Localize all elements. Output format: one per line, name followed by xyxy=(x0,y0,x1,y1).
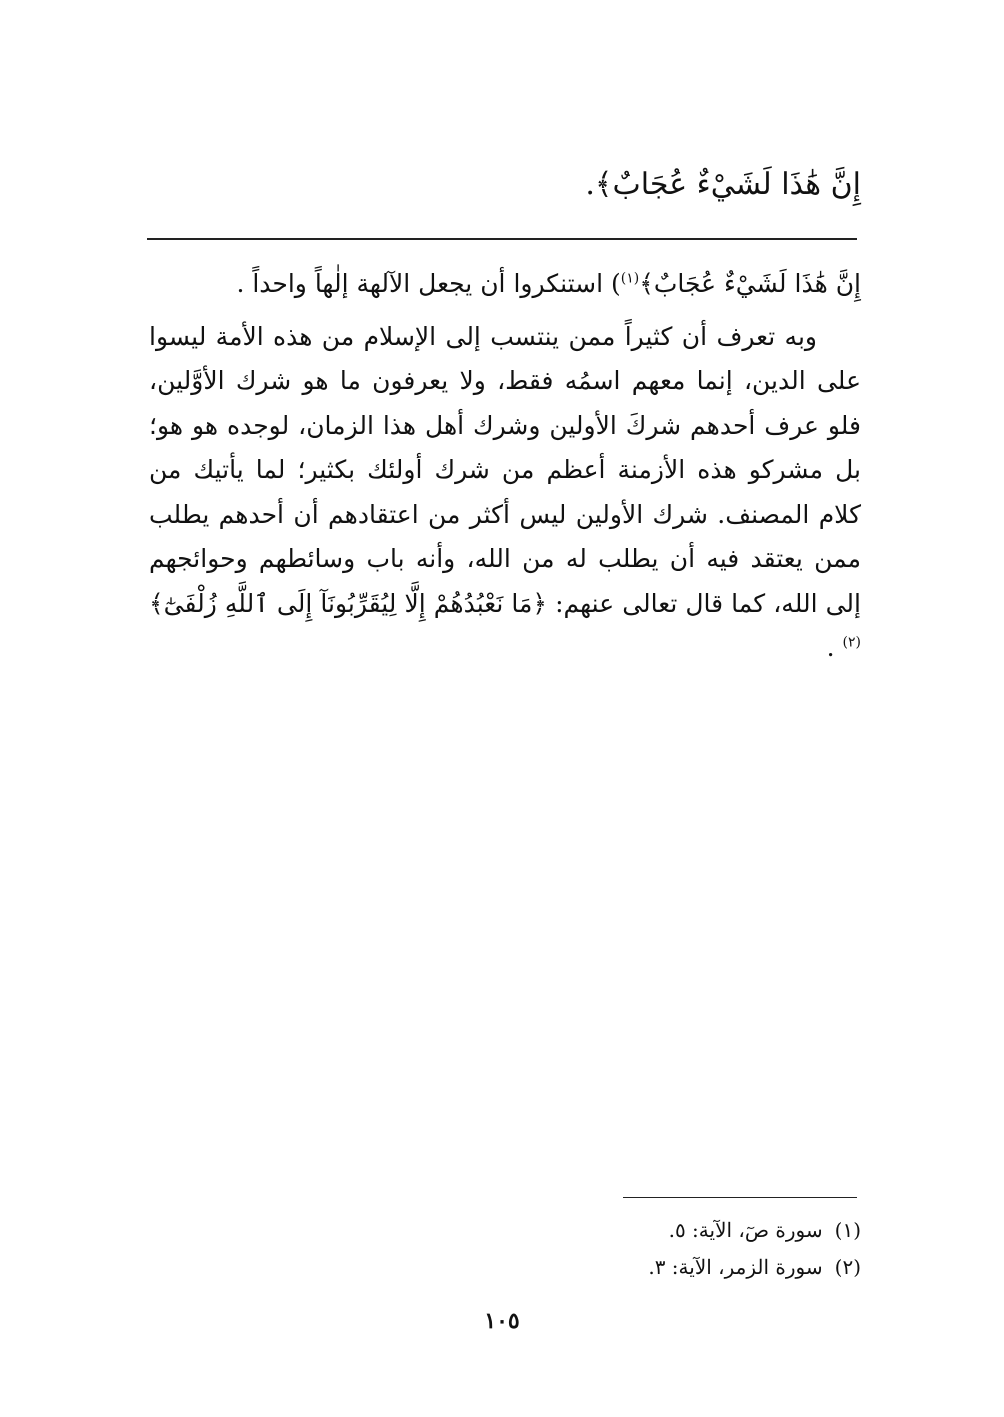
page-number: ١٠٥ xyxy=(484,1308,520,1334)
paragraph-2-text: وبه تعرف أن كثيراً ممن ينتسب إلى الإسلام من هذه الأمة ليسوا على الدين، إنما معهم اسمُه فقط، ولا يعرفون ما هو شرك الأوَّلين، فلو عرف أحدهم شركَ الأولين وشرك أهل هذا الزمان، لوجده هو هو؛ بل مشركو هذه الأزمنة أعظم من شرك أولئك بكثير؛ لما يأتيك من كلام المصنف. شرك الأولين ليس أكثر من اعتقادهم أن أحدهم يطلب ممن يعتقد فيه أن يطلب له من الله، وأنه باب وسائطهم وحوائجهم إلى الله، كما قال تعالى عنهم: xyxy=(149,321,861,618)
footnote-number: (١) xyxy=(834,1218,861,1242)
footnote-ref-1: (١) xyxy=(620,270,640,287)
footnote-divider xyxy=(623,1197,857,1198)
footnote-2 xyxy=(461,1249,861,1286)
paragraph-1-text: ) استنكروا أن يجعل الآلهة إلٰهاً واحداً . xyxy=(236,269,621,298)
footnote-number: (٢) xyxy=(834,1255,861,1279)
paragraph-1 xyxy=(149,262,861,307)
body-text xyxy=(149,262,861,679)
section-divider xyxy=(147,238,857,240)
verse-text: إِنَّ هَٰذَا لَشَيْءٌ عُجَابٌ﴾. xyxy=(585,167,861,202)
footnotes xyxy=(461,1212,861,1286)
paragraph-2 xyxy=(149,315,861,671)
paragraph-2-end: . xyxy=(826,633,843,662)
continued-verse xyxy=(141,160,861,210)
footnote-text: سورة صٓ، الآية: ٥. xyxy=(668,1218,823,1242)
footnote-text: سورة الزمر، الآية: ٣. xyxy=(648,1255,823,1279)
footnote-ref-2: (٢) xyxy=(842,634,861,651)
quran-verse: إِنَّ هَٰذَا لَشَيْءٌ عُجَابٌ﴾ xyxy=(639,269,861,298)
quran-verse-2: ﴿مَا نَعْبُدُهُمْ إِلَّا لِيُقَرِّبُونَآ إِلَى ٱللَّهِ زُلْفَىٰٓ﴾ xyxy=(149,588,548,618)
footnote-1 xyxy=(461,1212,861,1249)
